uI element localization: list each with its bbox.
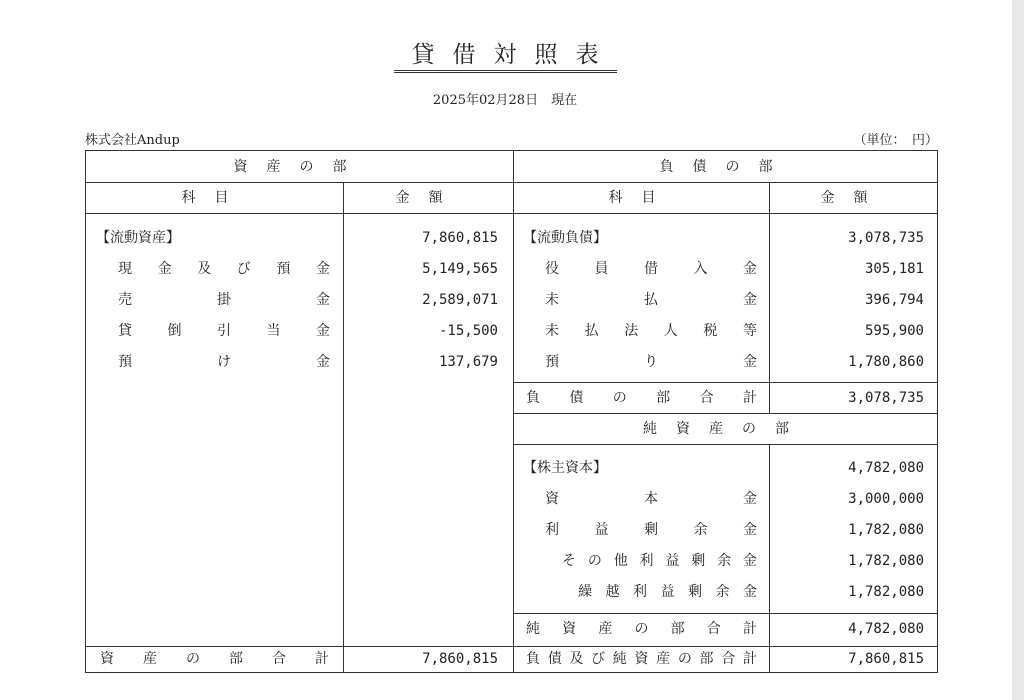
current-assets-label: 【流動資産】 (96, 230, 180, 246)
asset-item-amount: 137,679 (438, 354, 498, 370)
net-assets-total-amount: 4,782,080 (848, 621, 924, 637)
assets-item-column-header: 科目 (181, 190, 248, 206)
report-date: 2025年02月28日 現在 (432, 93, 578, 108)
assets-total-amount: 7,860,815 (422, 651, 498, 667)
liability-item-amount: 396,794 (864, 292, 924, 308)
liability-item-amount: 305,181 (864, 261, 924, 277)
liability-item-label: 未 払 金 (545, 292, 757, 308)
shareholders-equity-label: 【株主資本】 (523, 460, 607, 476)
net-asset-item-label: 利 益 剰 余 金 (545, 522, 757, 538)
asset-item-label: 現 金 及 び 預 金 (118, 261, 330, 277)
liability-item-amount: 595,900 (864, 323, 924, 339)
net-asset-item-amount: 1,782,080 (848, 522, 924, 538)
current-liabilities-label: 【流動負債】 (523, 230, 607, 246)
grand-total-amount: 7,860,815 (848, 651, 924, 667)
liabilities-section-header: 負債の部 (659, 159, 792, 175)
balance-sheet-table (85, 150, 938, 673)
liability-item-amount: 1,780,860 (848, 354, 924, 370)
net-assets-total-label: 純 資 産 の 部 合 計 (526, 621, 757, 637)
net-asset-item-label: 資 本 金 (545, 491, 757, 507)
net-asset-item-amount: 1,782,080 (848, 584, 924, 600)
current-assets-amount: 7,860,815 (422, 230, 498, 246)
asset-item-label: 貸 倒 引 当 金 (118, 323, 330, 339)
net-asset-item-label: 繰 越 利 益 剰 余 金 (578, 584, 757, 600)
liability-item-label: 未 払 法 人 税 等 (545, 323, 757, 339)
company-name: 株式会社Andup (85, 133, 180, 148)
assets-total-label: 資 産 の 部 合 計 (100, 651, 329, 667)
liabilities-amount-column-header: 金額 (820, 190, 887, 206)
asset-item-amount: -15,500 (438, 323, 498, 339)
liabilities-total-amount: 3,078,735 (848, 390, 924, 406)
page-title: 貸借対照表 (394, 42, 617, 73)
asset-item-amount: 2,589,071 (422, 292, 498, 308)
liability-item-label: 預 り 金 (545, 354, 757, 370)
unit-label: （単位： 円） (853, 133, 938, 148)
grand-total-label: 負 債 及 び 純 資 産 の 部 合 計 (526, 651, 757, 667)
assets-amount-column-header: 金額 (395, 190, 462, 206)
asset-item-label: 売 掛 金 (118, 292, 330, 308)
page-edge (1012, 0, 1024, 700)
liability-item-label: 役 員 借 入 金 (545, 261, 757, 277)
net-asset-item-amount: 1,782,080 (848, 553, 924, 569)
net-assets-section-header: 純資産の部 (643, 421, 808, 437)
shareholders-equity-amount: 4,782,080 (848, 460, 924, 476)
asset-item-amount: 5,149,565 (422, 261, 498, 277)
asset-item-label: 預 け 金 (118, 354, 330, 370)
liabilities-item-column-header: 科目 (608, 190, 675, 206)
net-asset-item-amount: 3,000,000 (848, 491, 924, 507)
assets-section-header: 資産の部 (233, 159, 366, 175)
liabilities-total-label: 負 債 の 部 合 計 (526, 390, 757, 406)
net-asset-item-label: そ の 他 利 益 剰 余 金 (562, 553, 757, 569)
current-liabilities-amount: 3,078,735 (848, 230, 924, 246)
page-title-wrap (0, 36, 1010, 69)
